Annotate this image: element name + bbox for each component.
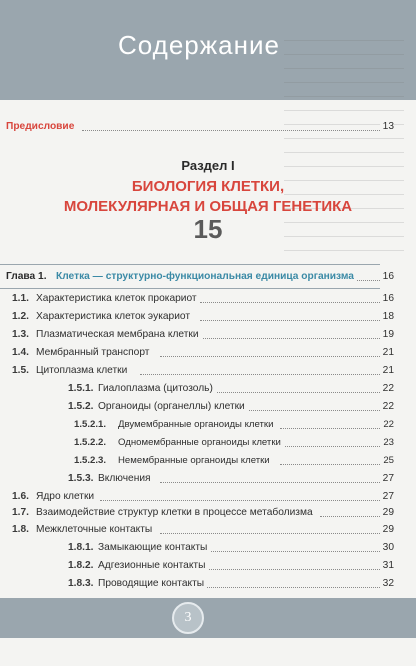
- entry-number: 1.7.: [12, 507, 29, 518]
- preface-page: 13: [380, 118, 394, 136]
- entry-title: Мембранный транспорт: [36, 344, 152, 362]
- toc-entry-row[interactable]: [0, 557, 416, 575]
- toc-entry-row[interactable]: [0, 521, 416, 539]
- entry-number: 1.5.2.1.: [74, 419, 107, 430]
- section-label: Раздел I: [181, 158, 235, 173]
- dot-leader: [180, 551, 388, 552]
- section-title-line2: МОЛЕКУЛЯРНАЯ И ОБЩАЯ ГЕНЕТИКА: [63, 198, 353, 215]
- entry-number: 1.5.1.: [68, 383, 94, 394]
- entry-title: Замыкающие контакты: [98, 539, 210, 557]
- entry-number: 1.5.3.: [68, 473, 94, 484]
- toc-entry-row[interactable]: [0, 434, 416, 452]
- dot-leader: [160, 533, 388, 534]
- page-title: Содержание: [118, 30, 280, 60]
- entry-number: 1.5.2.: [68, 401, 94, 412]
- entry-title: Включения: [98, 470, 154, 488]
- dot-leader: [280, 464, 388, 465]
- toc-preface-row[interactable]: [0, 118, 416, 136]
- entry-number: 1.8.2.: [68, 560, 94, 571]
- entry-page: 23: [380, 434, 394, 452]
- entry-title: Взаимодействие структур клетки в процессе метаболизма: [36, 504, 316, 522]
- toc-entry-row[interactable]: [0, 362, 416, 380]
- entry-title: Характеристика клеток прокариот: [36, 290, 200, 308]
- entry-number: 1.3.: [12, 329, 29, 340]
- entry-page: 27: [380, 470, 394, 488]
- entry-title: Характеристика клеток эукариот: [36, 308, 193, 326]
- chapter-divider-bottom: [0, 288, 380, 289]
- entry-title: Немембранные органоиды клетки: [118, 452, 273, 470]
- dot-leader: [200, 338, 388, 339]
- section-title-line1: БИОЛОГИЯ КЛЕТКИ,: [131, 178, 285, 195]
- chapter-title: Клетка — структурно-функциональная единица организма: [56, 268, 357, 286]
- entry-title: Цитоплазма клетки: [36, 362, 130, 380]
- entry-title: Проводящие контакты: [98, 575, 207, 593]
- entry-page: 29: [380, 521, 394, 539]
- dot-leader: [160, 356, 388, 357]
- dot-leader: [280, 428, 388, 429]
- entry-page: 21: [380, 362, 394, 380]
- entry-title: Ядро клетки: [36, 488, 97, 506]
- entry-title: Адгезионные контакты: [98, 557, 208, 575]
- page-number-badge: 3: [172, 602, 204, 634]
- toc-entry-row[interactable]: [0, 398, 416, 416]
- entry-title: Одномембранные органоиды клетки: [118, 434, 284, 452]
- entry-page: 30: [380, 539, 394, 557]
- toc-entry-row[interactable]: [0, 575, 416, 593]
- toc-chapter-row[interactable]: [0, 268, 416, 286]
- preface-label: Предисловие: [6, 118, 77, 136]
- section-page: 15: [193, 214, 223, 244]
- toc-entry-row[interactable]: [0, 452, 416, 470]
- entry-page: 22: [380, 398, 394, 416]
- entry-page: 22: [380, 380, 394, 398]
- dot-leader: [180, 569, 388, 570]
- entry-number: 1.6.: [12, 491, 29, 502]
- entry-number: 1.4.: [12, 347, 29, 358]
- entry-page: 25: [380, 452, 394, 470]
- toc-entry-row[interactable]: [0, 326, 416, 344]
- entry-page: 27: [380, 488, 394, 506]
- entry-page: 31: [380, 557, 394, 575]
- entry-page: 19: [380, 326, 394, 344]
- entry-title: Двумембранные органоиды клетки: [118, 416, 276, 434]
- entry-title: Межклеточные контакты: [36, 521, 155, 539]
- dot-leader: [140, 374, 388, 375]
- chapter-page: 16: [380, 268, 394, 286]
- toc-entry-row[interactable]: [0, 344, 416, 362]
- dot-leader: [200, 392, 388, 393]
- entry-number: 1.8.3.: [68, 578, 94, 589]
- toc-entry-row[interactable]: [0, 416, 416, 434]
- entry-title: Плазматическая мембрана клетки: [36, 326, 202, 344]
- entry-page: 22: [380, 416, 394, 434]
- dot-leader: [280, 446, 388, 447]
- chapter-number: Глава 1.: [6, 271, 47, 282]
- dot-leader: [160, 482, 388, 483]
- dot-leader: [200, 302, 388, 303]
- dot-leader: [100, 500, 388, 501]
- dot-leader: [82, 130, 388, 131]
- dot-leader: [320, 516, 388, 517]
- toc-entry-row[interactable]: [0, 504, 416, 522]
- entry-page: 29: [380, 504, 394, 522]
- toc-entry-row[interactable]: [0, 308, 416, 326]
- toc-entry-row[interactable]: [0, 470, 416, 488]
- entry-number: 1.8.1.: [68, 542, 94, 553]
- entry-number: 1.5.2.3.: [74, 455, 107, 466]
- dot-leader: [240, 410, 388, 411]
- toc-entry-row[interactable]: [0, 380, 416, 398]
- entry-page: 18: [380, 308, 394, 326]
- footer-band: [0, 598, 416, 638]
- chapter-divider-top: [0, 264, 380, 265]
- entry-number: 1.1.: [12, 293, 29, 304]
- entry-number: 1.5.: [12, 365, 29, 376]
- entry-number: 1.8.: [12, 524, 29, 535]
- dot-leader: [180, 587, 388, 588]
- entry-page: 21: [380, 344, 394, 362]
- entry-number: 1.2.: [12, 311, 29, 322]
- entry-page: 32: [380, 575, 394, 593]
- toc-entry-row[interactable]: [0, 539, 416, 557]
- entry-title: Гиалоплазма (цитозоль): [98, 380, 216, 398]
- entry-number: 1.5.2.2.: [74, 437, 107, 448]
- entry-page: 16: [380, 290, 394, 308]
- toc-entry-row[interactable]: [0, 290, 416, 308]
- dot-leader: [200, 320, 388, 321]
- entry-title: Органоиды (органеллы) клетки: [98, 398, 248, 416]
